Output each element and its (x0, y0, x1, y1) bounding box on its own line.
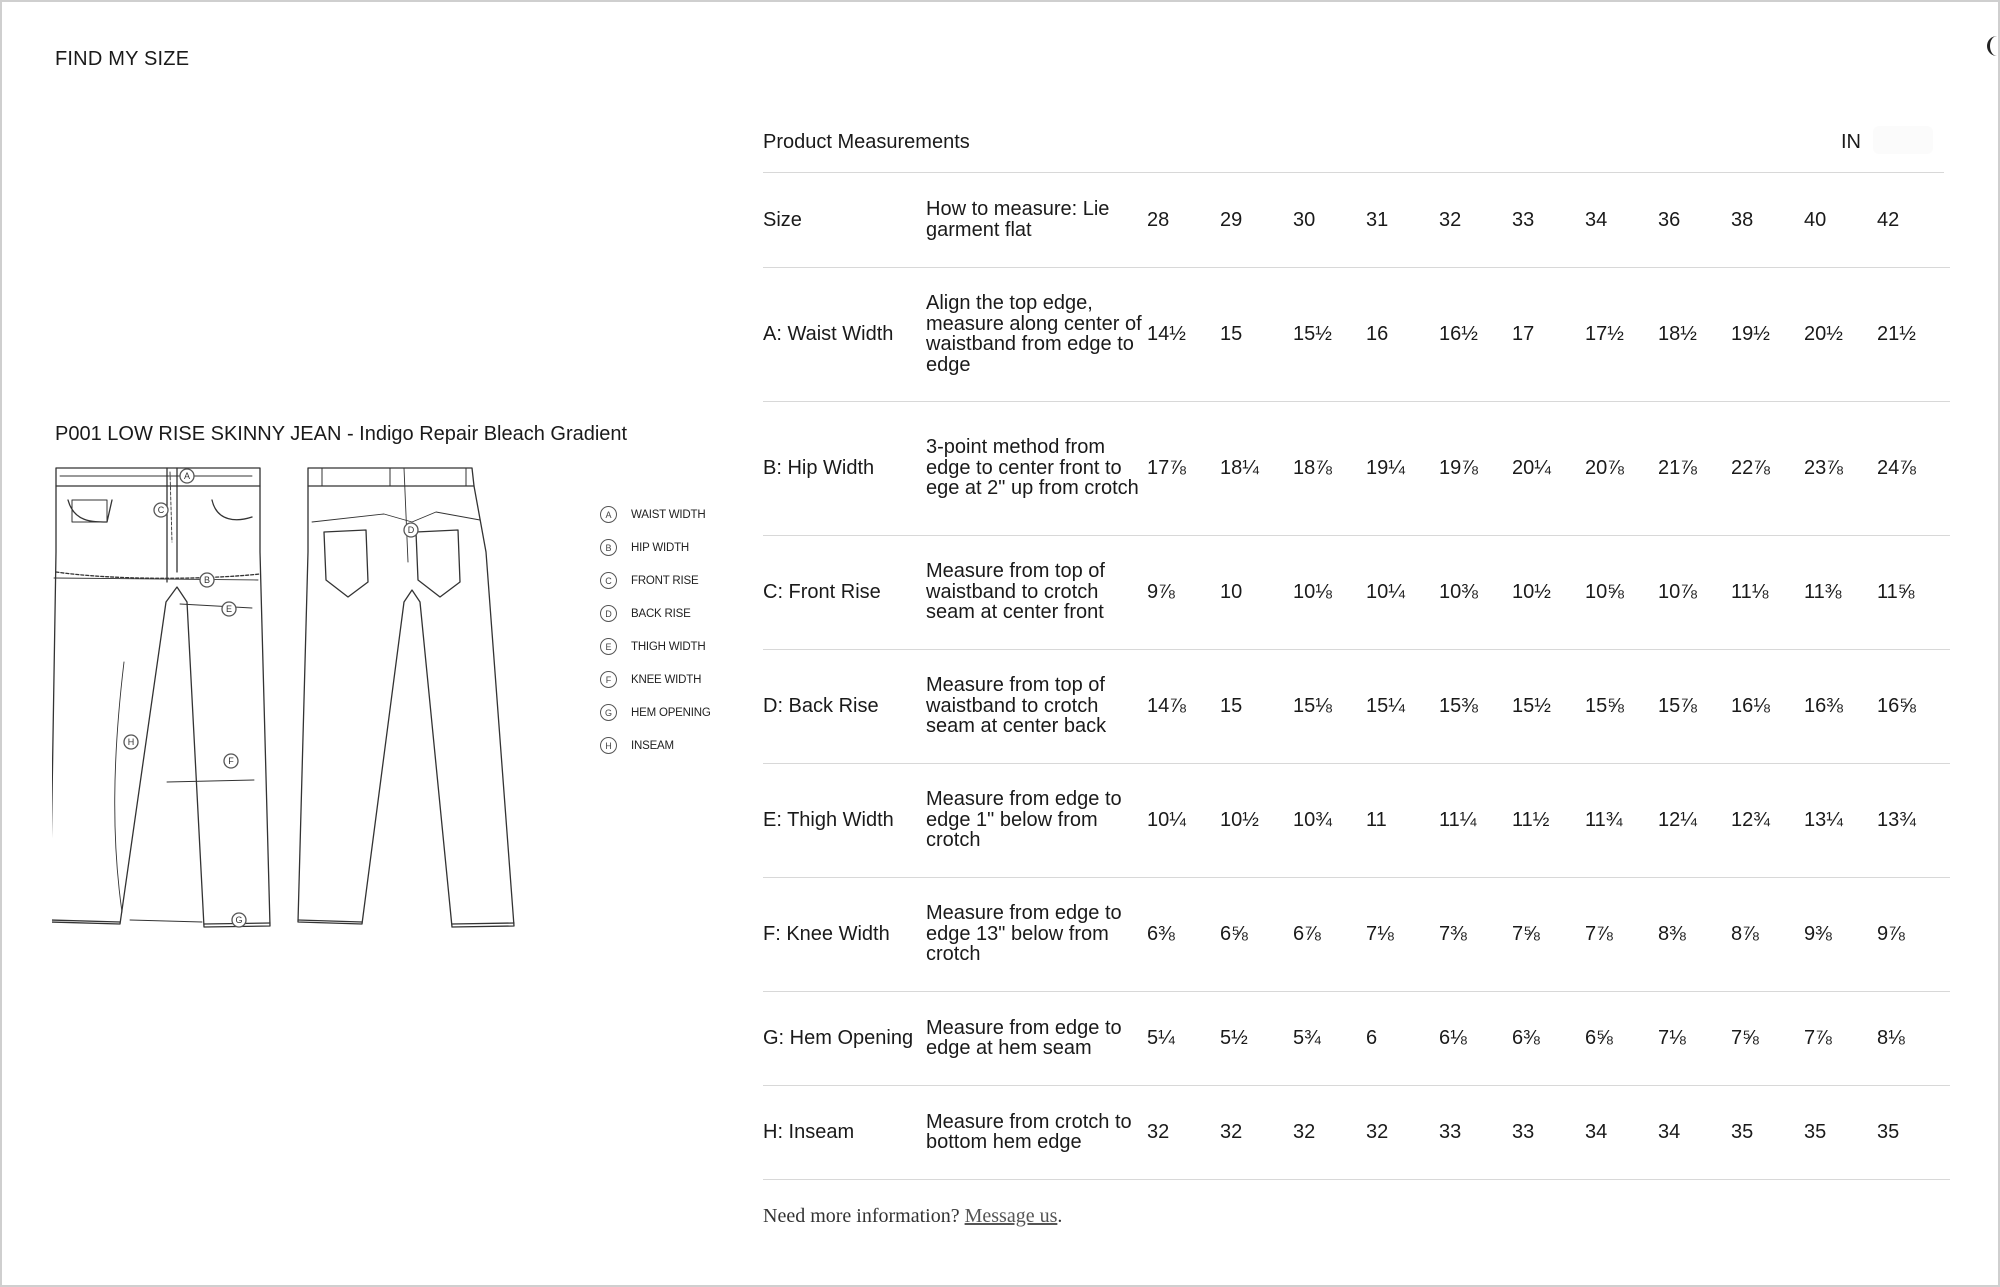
legend-item (600, 729, 711, 762)
measurement-value: 6⅞ (1293, 877, 1366, 991)
diagram-marker-A (180, 469, 194, 483)
diagram-marker-C (154, 503, 168, 517)
how-to-measure-text: Measure from edge to edge at hem seam (926, 991, 1147, 1085)
measurement-value: 10 (1220, 535, 1293, 649)
svg-text:C: C (157, 505, 165, 515)
how-to-measure-text: Measure from edge to edge 1" below from crotch (926, 763, 1147, 877)
legend-label: HIP WIDTH (631, 541, 690, 554)
measurement-value: 6⅝ (1220, 877, 1293, 991)
product-title: P001 LOW RISE SKINNY JEAN - Indigo Repair Bleach Gradient (55, 423, 628, 445)
measurement-value: 19¼ (1366, 401, 1439, 535)
measurement-label: F: Knee Width (763, 877, 926, 991)
measurements-heading: Product Measurements (763, 131, 970, 153)
measurement-value: 8⅛ (1877, 991, 1950, 1085)
measurement-value: 23⅞ (1804, 401, 1877, 535)
svg-text:A: A (183, 471, 191, 481)
measurement-value: 10¼ (1366, 535, 1439, 649)
how-to-measure-text: Measure from top of waistband to crotch seam at center back (926, 649, 1147, 763)
measurement-label: B: Hip Width (763, 401, 926, 535)
measurement-row (763, 1085, 1950, 1179)
measurement-value: 12¾ (1731, 763, 1804, 877)
measurement-value: 16⅛ (1731, 649, 1804, 763)
measurement-value: 15½ (1512, 649, 1585, 763)
legend-item (600, 597, 711, 630)
measurement-value: 9⅞ (1147, 535, 1220, 649)
help-footer (763, 1205, 1062, 1228)
unit-toggle-cm[interactable] (1873, 126, 1933, 154)
measurement-value: 15¼ (1366, 649, 1439, 763)
measurement-value: 10⅛ (1293, 535, 1366, 649)
diagram-marker-E (222, 602, 236, 616)
measurement-value: 13¼ (1804, 763, 1877, 877)
measurement-value: 11¼ (1439, 763, 1512, 877)
legend-label: THIGH WIDTH (631, 640, 706, 653)
measurement-value: 7⅛ (1366, 877, 1439, 991)
measurement-value: 15 (1220, 267, 1293, 401)
how-to-measure-text: Measure from crotch to bottom hem edge (926, 1085, 1147, 1179)
legend-letter: C (600, 572, 617, 589)
scroll-edge-marker (1987, 36, 2000, 56)
measurement-value: 20½ (1804, 267, 1877, 401)
size-column-header: 38 (1731, 173, 1804, 267)
legend-item (600, 498, 711, 531)
how-to-measure-text: Align the top edge, measure along center of waistband from edge to edge (926, 267, 1147, 401)
measurement-value: 14½ (1147, 267, 1220, 401)
measurement-value: 11 (1366, 763, 1439, 877)
measurement-value: 7⅜ (1439, 877, 1512, 991)
measurement-value: 35 (1804, 1085, 1877, 1179)
measurement-value: 12¼ (1658, 763, 1731, 877)
how-to-measure-text: Measure from edge to edge 13" below from crotch (926, 877, 1147, 991)
measurement-label: G: Hem Opening (763, 991, 926, 1085)
size-column-header: 28 (1147, 173, 1220, 267)
size-column-header: 40 (1804, 173, 1877, 267)
legend-item (600, 531, 711, 564)
measurement-value: 10⅜ (1439, 535, 1512, 649)
measurement-value: 5¼ (1147, 991, 1220, 1085)
measurement-value: 19½ (1731, 267, 1804, 401)
svg-text:H: H (127, 737, 135, 747)
measurement-legend (600, 498, 711, 762)
legend-item (600, 696, 711, 729)
measurement-value: 10¼ (1147, 763, 1220, 877)
how-to-measure-heading: How to measure: Lie garment flat (926, 173, 1147, 267)
legend-label: FRONT RISE (631, 574, 699, 587)
measurement-label: A: Waist Width (763, 267, 926, 401)
svg-text:D: D (407, 525, 415, 535)
measurement-value: 7⅞ (1585, 877, 1658, 991)
measurement-row (763, 401, 1950, 535)
measurement-row (763, 991, 1950, 1085)
measurement-value: 10½ (1220, 763, 1293, 877)
measurement-label: C: Front Rise (763, 535, 926, 649)
measurement-value: 33 (1439, 1085, 1512, 1179)
measurement-value: 13¾ (1877, 763, 1950, 877)
measurement-value: 17½ (1585, 267, 1658, 401)
measurement-label: H: Inseam (763, 1085, 926, 1179)
size-column-header: 30 (1293, 173, 1366, 267)
jeans-front-view (52, 468, 270, 927)
size-column-header: 32 (1439, 173, 1512, 267)
size-chart-table (763, 173, 1950, 1180)
measurement-value: 6⅛ (1439, 991, 1512, 1085)
diagram-marker-G (232, 913, 246, 927)
measurement-value: 10¾ (1293, 763, 1366, 877)
measurement-value: 22⅞ (1731, 401, 1804, 535)
measurement-row (763, 535, 1950, 649)
diagram-marker-H (124, 735, 138, 749)
measurement-value: 32 (1293, 1085, 1366, 1179)
measurement-value: 18½ (1658, 267, 1731, 401)
measurement-row (763, 763, 1950, 877)
legend-letter: D (600, 605, 617, 622)
measurement-value: 32 (1366, 1085, 1439, 1179)
measurement-value: 15½ (1293, 267, 1366, 401)
measurement-value: 6⅜ (1147, 877, 1220, 991)
legend-letter: H (600, 737, 617, 754)
measurement-value: 33 (1512, 1085, 1585, 1179)
measurement-value: 20¼ (1512, 401, 1585, 535)
svg-text:F: F (228, 756, 234, 766)
measurement-value: 6⅜ (1512, 991, 1585, 1085)
how-to-measure-text: 3-point method from edge to center front to ege at 2" up from crotch (926, 401, 1147, 535)
size-column-header: 42 (1877, 173, 1950, 267)
measurement-value: 18¼ (1220, 401, 1293, 535)
unit-toggle-in[interactable]: IN (1841, 131, 1861, 153)
measurement-value: 10⅝ (1585, 535, 1658, 649)
measurement-value: 34 (1658, 1085, 1731, 1179)
measurement-value: 15 (1220, 649, 1293, 763)
measurement-value: 10⅞ (1658, 535, 1731, 649)
legend-item (600, 630, 711, 663)
size-column-header: 34 (1585, 173, 1658, 267)
measurement-value: 35 (1731, 1085, 1804, 1179)
legend-letter: G (600, 704, 617, 721)
size-column-label: Size (763, 173, 926, 267)
legend-label: WAIST WIDTH (631, 508, 706, 521)
message-us-link[interactable]: Message us (964, 1205, 1058, 1227)
measurement-label: D: Back Rise (763, 649, 926, 763)
measurement-value: 7⅝ (1731, 991, 1804, 1085)
measurement-value: 20⅞ (1585, 401, 1658, 535)
measurement-value: 7⅞ (1804, 991, 1877, 1085)
measurement-value: 7⅛ (1658, 991, 1731, 1085)
svg-text:B: B (203, 575, 211, 585)
measurements-header (763, 128, 1944, 173)
measurement-value: 11⅜ (1804, 535, 1877, 649)
measurement-value: 15⅝ (1585, 649, 1658, 763)
measurement-value: 15⅛ (1293, 649, 1366, 763)
measurement-value: 24⅞ (1877, 401, 1950, 535)
size-column-header: 29 (1220, 173, 1293, 267)
diagram-marker-B (200, 573, 214, 587)
measurement-value: 11¾ (1585, 763, 1658, 877)
measurement-row (763, 267, 1950, 401)
measurement-value: 16⅝ (1877, 649, 1950, 763)
legend-item (600, 564, 711, 597)
measurement-value: 34 (1585, 1085, 1658, 1179)
legend-label: BACK RISE (631, 607, 691, 620)
measurement-value: 19⅞ (1439, 401, 1512, 535)
legend-letter: F (600, 671, 617, 688)
measurement-value: 35 (1877, 1085, 1950, 1179)
legend-item (600, 663, 711, 696)
size-column-header: 33 (1512, 173, 1585, 267)
measurement-value: 9⅜ (1804, 877, 1877, 991)
measurement-value: 21½ (1877, 267, 1950, 401)
measurement-value: 15⅜ (1439, 649, 1512, 763)
how-to-measure-text: Measure from top of waistband to crotch seam at center front (926, 535, 1147, 649)
measurement-value: 7⅝ (1512, 877, 1585, 991)
measurement-value: 17 (1512, 267, 1585, 401)
measurement-value: 32 (1220, 1085, 1293, 1179)
measurement-value: 21⅞ (1658, 401, 1731, 535)
measurement-value: 8⅜ (1658, 877, 1731, 991)
measurement-value: 5¾ (1293, 991, 1366, 1085)
measurement-value: 16 (1366, 267, 1439, 401)
measurement-value: 8⅞ (1731, 877, 1804, 991)
svg-text:G: G (235, 915, 243, 925)
legend-letter: B (600, 539, 617, 556)
measurement-value: 14⅞ (1147, 649, 1220, 763)
measurement-value: 5½ (1220, 991, 1293, 1085)
measurement-value: 15⅞ (1658, 649, 1731, 763)
svg-text:E: E (225, 604, 233, 614)
legend-label: INSEAM (631, 739, 674, 752)
measurement-value: 11½ (1512, 763, 1585, 877)
measurement-value: 16⅜ (1804, 649, 1877, 763)
page-title: FIND MY SIZE (55, 48, 190, 70)
product-measurements-section (763, 128, 1944, 1180)
measurement-value: 17⅞ (1147, 401, 1220, 535)
size-header-row (763, 173, 1950, 267)
legend-letter: A (600, 506, 617, 523)
diagram-marker-F (224, 754, 238, 768)
measurement-value: 16½ (1439, 267, 1512, 401)
measurement-value: 6⅝ (1585, 991, 1658, 1085)
diagram-marker-D (404, 523, 418, 537)
measurement-row (763, 877, 1950, 991)
measurement-value: 10½ (1512, 535, 1585, 649)
measurement-label: E: Thigh Width (763, 763, 926, 877)
jeans-back-view (298, 468, 514, 927)
measurement-value: 18⅞ (1293, 401, 1366, 535)
help-text: Need more information? (763, 1205, 960, 1227)
size-column-header: 31 (1366, 173, 1439, 267)
measurement-value: 32 (1147, 1085, 1220, 1179)
legend-label: KNEE WIDTH (631, 673, 702, 686)
measurement-value: 11⅝ (1877, 535, 1950, 649)
footer-period: . (1057, 1205, 1063, 1227)
measurement-value: 9⅞ (1877, 877, 1950, 991)
jeans-measurement-diagram (52, 462, 532, 942)
measurement-value: 11⅛ (1731, 535, 1804, 649)
measurement-row (763, 649, 1950, 763)
legend-label: HEM OPENING (631, 706, 711, 719)
legend-letter: E (600, 638, 617, 655)
size-column-header: 36 (1658, 173, 1731, 267)
measurement-value: 6 (1366, 991, 1439, 1085)
